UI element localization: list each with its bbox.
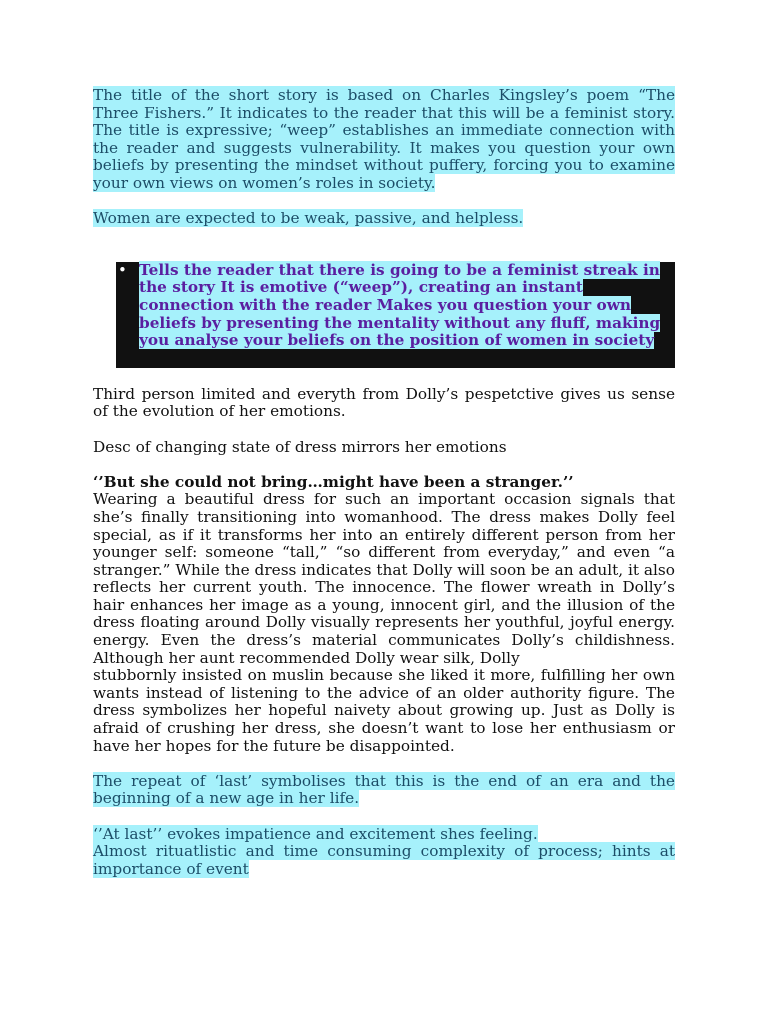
paragraph-women-expectations	[93, 210, 675, 228]
paragraph-title-analysis	[93, 87, 675, 193]
highlighted-text: Almost rituatlistic and time consuming complexity of process; hints at importance of event	[93, 842, 675, 878]
paragraph-dress-analysis: Wearing a beautiful dress for such an important occasion signals that she’s finally transitioning into womanhood. The dress makes Dolly feel special, as if it transforms her into an entirely different person from her younger self: someone “tall,” “so different from everyday,” and even “a stranger.” While the dress indicates that Dolly will soon be an adult, it also reflects her current youth. The innocence. The flower wreath in Dolly’s hair enhances her image as a young, innocent girl, and the illusion of the dress floating around Dolly visually represents her youthful, joyful energy. energy. Even the dress’s material communicates Dolly’s childishness. Although her aunt recommended Dolly wear silk, Dolly	[93, 490, 675, 667]
paragraph-at-last	[93, 826, 675, 844]
highlighted-text: ‘’At last’’ evokes impatience and excitement shes feeling.	[93, 824, 538, 843]
document-body	[93, 87, 675, 878]
paragraph-last-repeat	[93, 773, 675, 808]
highlighted-text: Women are expected to be weak, passive, and helpless.	[93, 209, 524, 228]
highlighted-callout-text: Tells the reader that there is going to be a feminist streak in the story It is emotive (“weep”), creating an instant connection with the reader Makes you question your own beliefs by presenting the mentality without any fluff, making you analyse your beliefs on the position of women in society	[139, 260, 661, 350]
highlighted-text: The title of the short story is based on Charles Kingsley’s poem “The Three Fishers.” It indicates to the reader that this will be a feminist story. The title is expressive; “weep” establishes an immediate connection with the reader and suggests vulnerability. It makes you question your own beliefs by presenting the mindset without puffery, forcing you to examine your own views on women’s roles in society.	[93, 86, 675, 192]
paragraph-narration: Third person limited and everyth from Dolly’s pespetctive gives us sense of the evolution of her emotions.	[93, 384, 675, 421]
highlighted-text: The repeat of ‘last’ symbolises that this is the end of an era and the beginning of a new age in her life.	[93, 771, 675, 808]
quote-heading: ‘’But she could not bring…might have been a stranger.’’	[93, 472, 574, 491]
paragraph-ritualistic	[93, 843, 675, 878]
paragraph-dress-analysis-continued: stubbornly insisted on muslin because she liked it more, fulfilling her own wants instead of listening to the advice of an older authority figure. The dress symbolizes her hopeful naivety about growing up. Just as Dolly is afraid of crushing her dress, she doesn’t want to lose her enthusiasm or have her hopes for the future be disappointed.	[93, 666, 675, 755]
bullet-callout-box	[116, 262, 675, 368]
paragraph-dress-description: Desc of changing state of dress mirrors her emotions	[93, 437, 507, 456]
callout-text	[139, 262, 663, 350]
bullet-marker: •	[118, 260, 127, 279]
